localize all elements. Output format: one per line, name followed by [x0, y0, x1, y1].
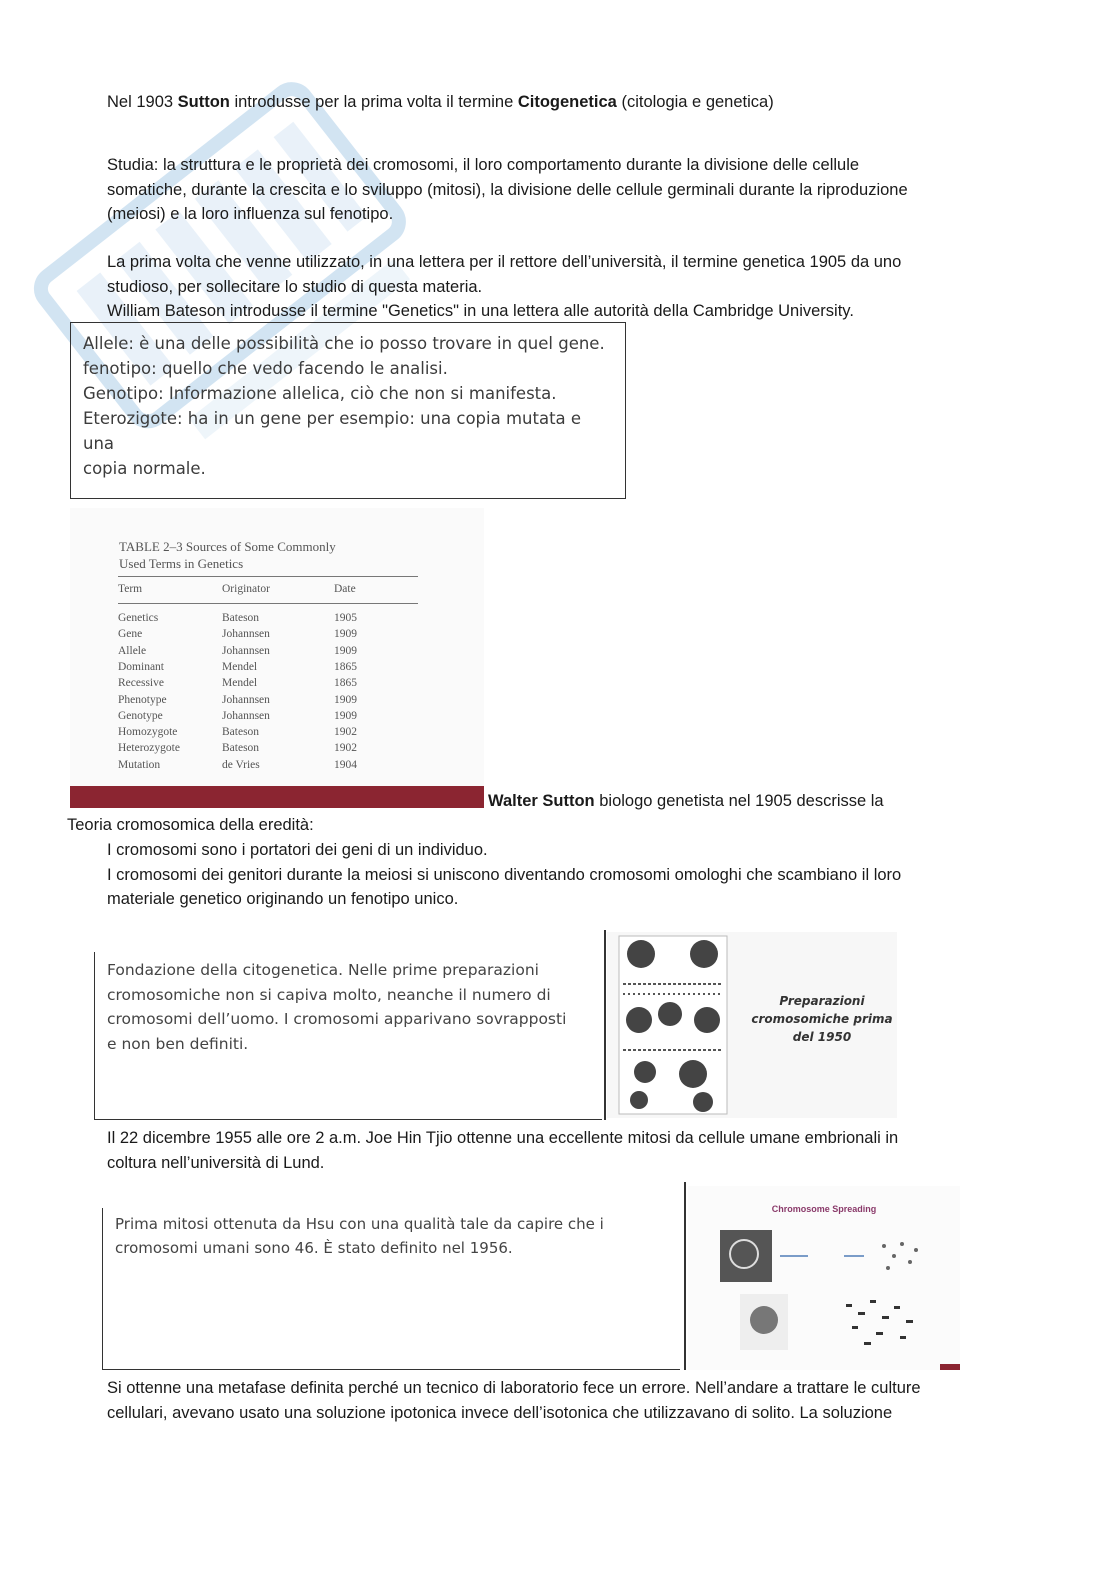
table-title: [119, 538, 439, 572]
theory-items: [107, 838, 1007, 912]
divider-line: [684, 1182, 686, 1370]
table-title-line: Used Terms in Genetics: [119, 556, 244, 571]
table-cell-date: 1909: [334, 693, 357, 706]
table-cell-date: 1865: [334, 660, 357, 673]
header-date: Date: [334, 583, 356, 595]
text-line: studioso, per sollecitare lo studio di questa materia.: [107, 277, 483, 296]
theory-item: materiale genetico originando un fenotipo unico.: [107, 890, 459, 908]
caption-line: cromosomiche prima: [751, 1012, 893, 1026]
text-line: (meiosi) e la loro influenza sul fenotipo.: [107, 205, 394, 223]
sutton-text: biologo genetista nel 1905 descrisse la: [594, 792, 884, 810]
table-cell-originator: Mendel: [222, 660, 258, 673]
table-cell-term: Heterozygote: [118, 742, 180, 755]
terms-table-figure: [70, 508, 484, 808]
table-cell-originator: Johannsen: [222, 709, 270, 722]
intro-paragraph: [107, 90, 1007, 115]
text-line: Si ottenne una metafase definita perché un tecnico di laboratorio fece un errore. Nell’andare a trattare le culture: [107, 1379, 921, 1397]
table-cell-term: Dominant: [118, 660, 164, 673]
table-rule: [118, 576, 418, 577]
text-line: cromosomiche non si capiva molto, neanche il numero di: [107, 985, 551, 1004]
table-cell-date: 1909: [334, 644, 357, 657]
definition-allele: Allele: è una delle possibilità che io posso trovare in quel gene.: [83, 334, 605, 353]
header-originator: Originator: [222, 583, 270, 595]
table-cell-date: 1902: [334, 726, 357, 739]
text-line: e non ben definiti.: [107, 1034, 249, 1053]
hsu-box: [102, 1208, 680, 1370]
table-cell-originator: de Vries: [222, 758, 260, 771]
text-line: Studia: la struttura e le proprietà dei cromosomi, il loro comportamento durante la divisione delle cellule: [107, 156, 860, 174]
table-cell-date: 1909: [334, 709, 357, 722]
accent-bar: [70, 786, 484, 808]
accent-bar: [940, 1364, 960, 1370]
early-preparations-figure: [607, 932, 897, 1118]
tjio-paragraph: [107, 1126, 1007, 1175]
theory-item: I cromosomi dei genitori durante la meiosi si uniscono diventando cromosomi omologhi che scambiano il loro: [107, 865, 902, 884]
study-paragraph: [107, 153, 1007, 227]
table-rule: [118, 603, 418, 604]
table-cell-term: Allele: [118, 644, 147, 657]
table-cell-term: Mutation: [118, 758, 161, 771]
sutton-name: Sutton: [177, 93, 230, 111]
text-line: cellulari, avevano usato una soluzione ipotonica invece dell’isotonica che utilizzavano di solito. La soluzione: [107, 1403, 893, 1422]
final-paragraph: [107, 1376, 1017, 1425]
text-line: Fondazione della citogenetica. Nelle prime preparazioni: [107, 961, 539, 979]
table-cell-term: Recessive: [118, 677, 164, 690]
foundation-box: [94, 952, 602, 1120]
intro-text: introdusse per la prima volta il termine: [229, 93, 518, 111]
table-cell-originator: Johannsen: [222, 693, 270, 706]
table-cell-term: Genotype: [118, 709, 163, 722]
genetics-origin-paragraph: [107, 250, 1007, 324]
definition-box: [70, 322, 626, 499]
table-cell-date: 1865: [334, 677, 357, 690]
table-cell-originator: Bateson: [222, 726, 260, 739]
theory-title: Teoria cromosomica della eredità:: [67, 816, 314, 834]
text-line: coltura nell’università di Lund.: [107, 1153, 325, 1172]
table-title-line: TABLE 2–3 Sources of Some Commonly: [119, 539, 336, 554]
table-cell-originator: Mendel: [222, 677, 258, 690]
chromosome-spreads-image: [607, 932, 737, 1118]
definition-genotipo: Genotipo: Informazione allelica, ciò che non si manifesta.: [83, 384, 557, 403]
definition-eterozigote: Eterozigote: ha in un gene per esempio: una copia mutata e una: [83, 409, 582, 453]
divider-line: [604, 930, 606, 1120]
text-line: cromosomi umani sono 46. È stato definito nel 1956.: [115, 1239, 513, 1257]
theory-item: I cromosomi sono i portatori dei geni di un individuo.: [107, 841, 488, 859]
citogenetica-term: Citogenetica: [517, 93, 617, 111]
text-line: La prima volta che venne utilizzato, in una lettera per il rettore dell’università, il termine genetica 1905 da uno: [107, 253, 902, 271]
table-cell-date: 1902: [334, 742, 357, 755]
table-cell-originator: Johannsen: [222, 644, 270, 657]
caption-line: Preparazioni: [779, 994, 865, 1008]
header-term: Term: [118, 583, 143, 595]
spreading-diagram: [688, 1186, 960, 1370]
text-line: Il 22 dicembre 1955 alle ore 2 a.m. Joe Hin Tjio ottenne una eccellente mitosi da cellule umane embrionali in: [107, 1129, 899, 1147]
chromosome-spreading-figure: [688, 1186, 960, 1370]
table-cell-originator: Johannsen: [222, 628, 270, 641]
text-line: William Bateson introdusse il termine "Genetics" in una lettera alle autorità della Cambridge University.: [107, 302, 854, 320]
table-cell-date: 1904: [334, 758, 357, 771]
sutton-theory-heading: [488, 789, 884, 814]
definition-eterozigote-cont: copia normale.: [83, 459, 206, 478]
caption-line: del 1950: [792, 1030, 852, 1044]
definition-fenotipo: fenotipo: quello che vedo facendo le analisi.: [83, 359, 448, 378]
walter-sutton-name: Walter Sutton: [488, 792, 595, 810]
table-cell-term: Gene: [118, 628, 143, 641]
intro-text: (citologia e genetica): [616, 93, 774, 111]
table-cell-originator: Bateson: [222, 742, 260, 755]
text-line: somatiche, durante la crescita e lo sviluppo (mitosi), la divisione delle cellule germinali durante la riproduzione: [107, 180, 908, 199]
table-cell-term: Phenotype: [118, 693, 167, 706]
table-cell-term: Homozygote: [118, 726, 178, 739]
figure-caption: [747, 992, 897, 1046]
text-line: cromosomi dell’uomo. I cromosomi apparivano sovrapposti: [107, 1010, 567, 1028]
table-cell-date: 1909: [334, 628, 357, 641]
table-cell-date: 1905: [334, 612, 357, 624]
text-line: Prima mitosi ottenuta da Hsu con una qualità tale da capire che i: [115, 1215, 604, 1233]
figure-title: Chromosome Spreading: [771, 1204, 877, 1214]
table-cell-term: Genetics: [118, 612, 159, 624]
intro-text: Nel 1903: [107, 93, 178, 111]
table-cell-originator: Bateson: [222, 612, 260, 624]
